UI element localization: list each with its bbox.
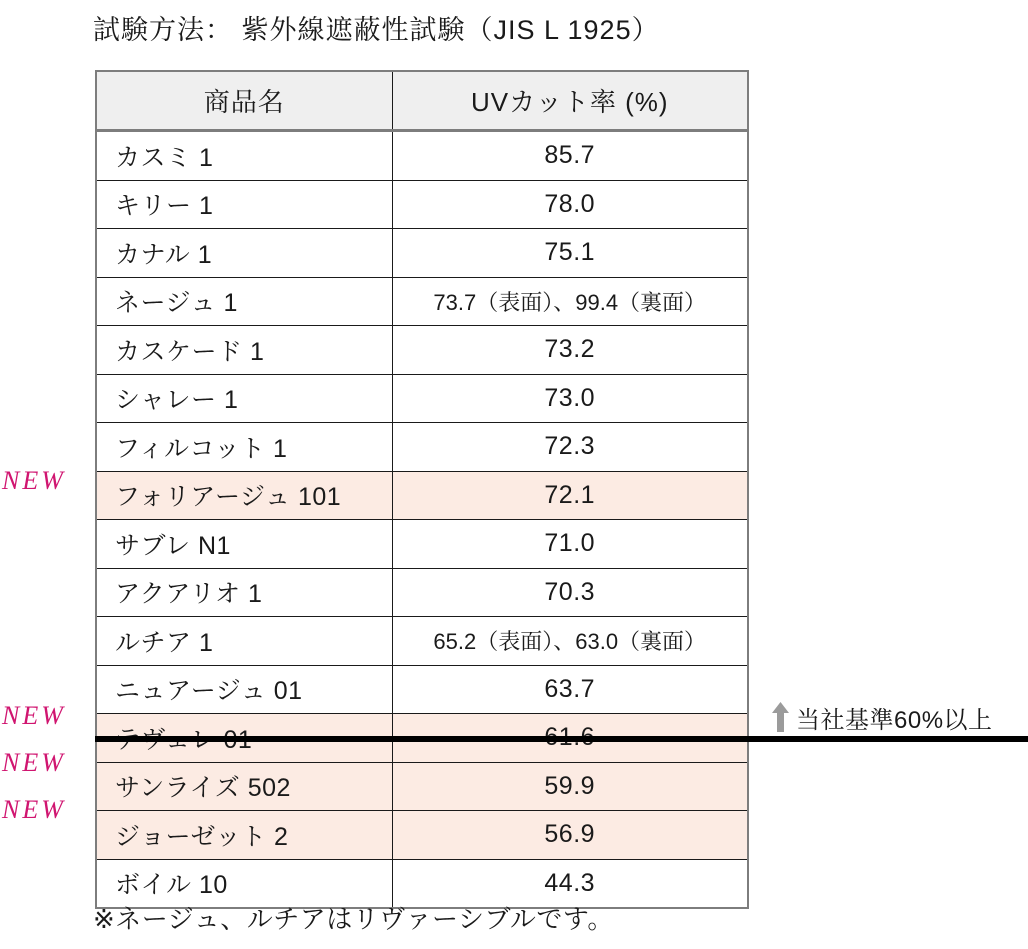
results-table-wrap [95, 70, 749, 909]
product-name-cell: ルチア 1 [97, 617, 392, 666]
product-name-cell: ネージュ 1 [97, 277, 392, 326]
table-row [97, 423, 747, 472]
uv-rate-cell: 59.9 [392, 762, 747, 811]
product-name-cell: ニュアージュ 01 [97, 665, 392, 714]
uv-rate-cell: 73.2 [392, 326, 747, 375]
uv-rate-cell: 72.3 [392, 423, 747, 472]
uv-rate-cell: 63.7 [392, 665, 747, 714]
product-name-cell: サブレ N1 [97, 520, 392, 569]
uv-rate-cell: 44.3 [392, 859, 747, 907]
product-name-cell: カスケード 1 [97, 326, 392, 375]
product-name-cell: カスミ 1 [97, 131, 392, 181]
column-header-product: 商品名 [97, 72, 392, 131]
up-arrow-icon [772, 702, 789, 732]
page-title: 試験方法： 紫外線遮蔽性試験（JIS L 1925） [93, 15, 660, 45]
product-name-cell: カナル 1 [97, 229, 392, 278]
threshold-line [95, 736, 1028, 742]
table-row [97, 520, 747, 569]
table-row [97, 374, 747, 423]
uv-rate-cell: 85.7 [392, 131, 747, 181]
threshold-annotation [772, 698, 993, 736]
uv-rate-cell: 73.7（表面）、99.4（裏面） [392, 277, 747, 326]
uv-rate-cell: 65.2（表面）、63.0（裏面） [392, 617, 747, 666]
product-name-cell: シャレー 1 [97, 374, 392, 423]
new-badge: NEW [2, 747, 66, 777]
table-body [97, 131, 747, 908]
table-row [97, 617, 747, 666]
product-name-cell: キリー 1 [97, 180, 392, 229]
new-badge: NEW [2, 700, 66, 730]
product-name-cell: サンライズ 502 [97, 762, 392, 811]
uv-rate-cell: 71.0 [392, 520, 747, 569]
footnote: ※ネージュ、ルチアはリヴァーシブルです。 [93, 904, 614, 934]
table-row [97, 277, 747, 326]
table-row [97, 131, 747, 181]
uv-rate-cell: 75.1 [392, 229, 747, 278]
table-row [97, 180, 747, 229]
uv-cut-table [97, 72, 747, 907]
table-row [97, 665, 747, 714]
table-header-row [97, 72, 747, 131]
uv-rate-cell: 56.9 [392, 811, 747, 860]
column-header-uv-rate: UVカット率 (%) [392, 72, 747, 131]
uv-rate-cell: 73.0 [392, 374, 747, 423]
new-badge: NEW [2, 794, 66, 824]
product-name-cell: ボイル 10 [97, 859, 392, 907]
table-row [97, 811, 747, 860]
uv-rate-cell: 70.3 [392, 568, 747, 617]
uv-rate-cell: 78.0 [392, 180, 747, 229]
table-row [97, 471, 747, 520]
table-row [97, 762, 747, 811]
table-row [97, 568, 747, 617]
table-row [97, 326, 747, 375]
product-name-cell: アクアリオ 1 [97, 568, 392, 617]
product-name-cell: フィルコット 1 [97, 423, 392, 472]
uv-rate-cell: 72.1 [392, 471, 747, 520]
threshold-label: 当社基準60%以上 [796, 706, 993, 734]
product-name-cell: ジョーゼット 2 [97, 811, 392, 860]
table-row [97, 229, 747, 278]
new-badge: NEW [2, 465, 66, 495]
product-name-cell: フォリアージュ 101 [97, 471, 392, 520]
